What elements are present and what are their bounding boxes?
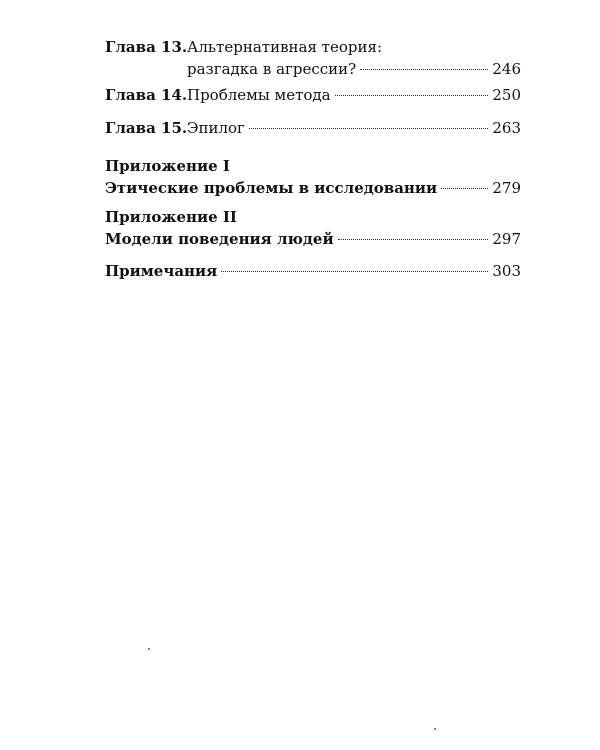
chapter-14-page: 250 <box>492 86 521 104</box>
chapter-13-label: Глава 13. <box>105 38 188 56</box>
notes-title: Примечания <box>105 262 218 280</box>
appendix-1-page: 279 <box>492 179 521 197</box>
toc-entry-notes <box>105 260 521 282</box>
dot-leader <box>335 95 489 96</box>
chapter-13-page: 246 <box>492 60 521 78</box>
appendix-1-label: Приложение I <box>105 157 230 175</box>
dot-leader <box>360 69 488 70</box>
dot-leader <box>441 188 488 189</box>
chapter-13-title-line1: Альтернативная теория: <box>187 38 383 56</box>
appendix-2-title: Модели поведения людей <box>105 230 334 248</box>
notes-page: 303 <box>492 262 521 280</box>
toc-entry-appendix-2 <box>105 206 521 250</box>
toc-entry-chapter-15 <box>105 117 521 139</box>
chapter-15-page: 263 <box>492 119 521 137</box>
toc-entry-chapter-13 <box>105 36 521 80</box>
appendix-2-label: Приложение II <box>105 208 237 226</box>
chapter-15-title: Эпилог <box>187 119 245 137</box>
toc-entry-chapter-14 <box>105 84 521 106</box>
scan-speck <box>148 648 150 650</box>
dot-leader <box>249 128 488 129</box>
appendix-2-page: 297 <box>492 230 521 248</box>
toc-entry-appendix-1 <box>105 155 521 199</box>
chapter-15-label: Глава 15. <box>105 119 188 137</box>
appendix-1-title: Этические проблемы в исследовании <box>105 179 438 197</box>
dot-leader <box>338 239 489 240</box>
dot-leader <box>221 271 488 272</box>
chapter-14-label: Глава 14. <box>105 86 188 104</box>
chapter-13-title-line2: разгадка в агрессии? <box>187 60 357 78</box>
scan-speck <box>434 728 436 730</box>
chapter-14-title: Проблемы метода <box>187 86 331 104</box>
